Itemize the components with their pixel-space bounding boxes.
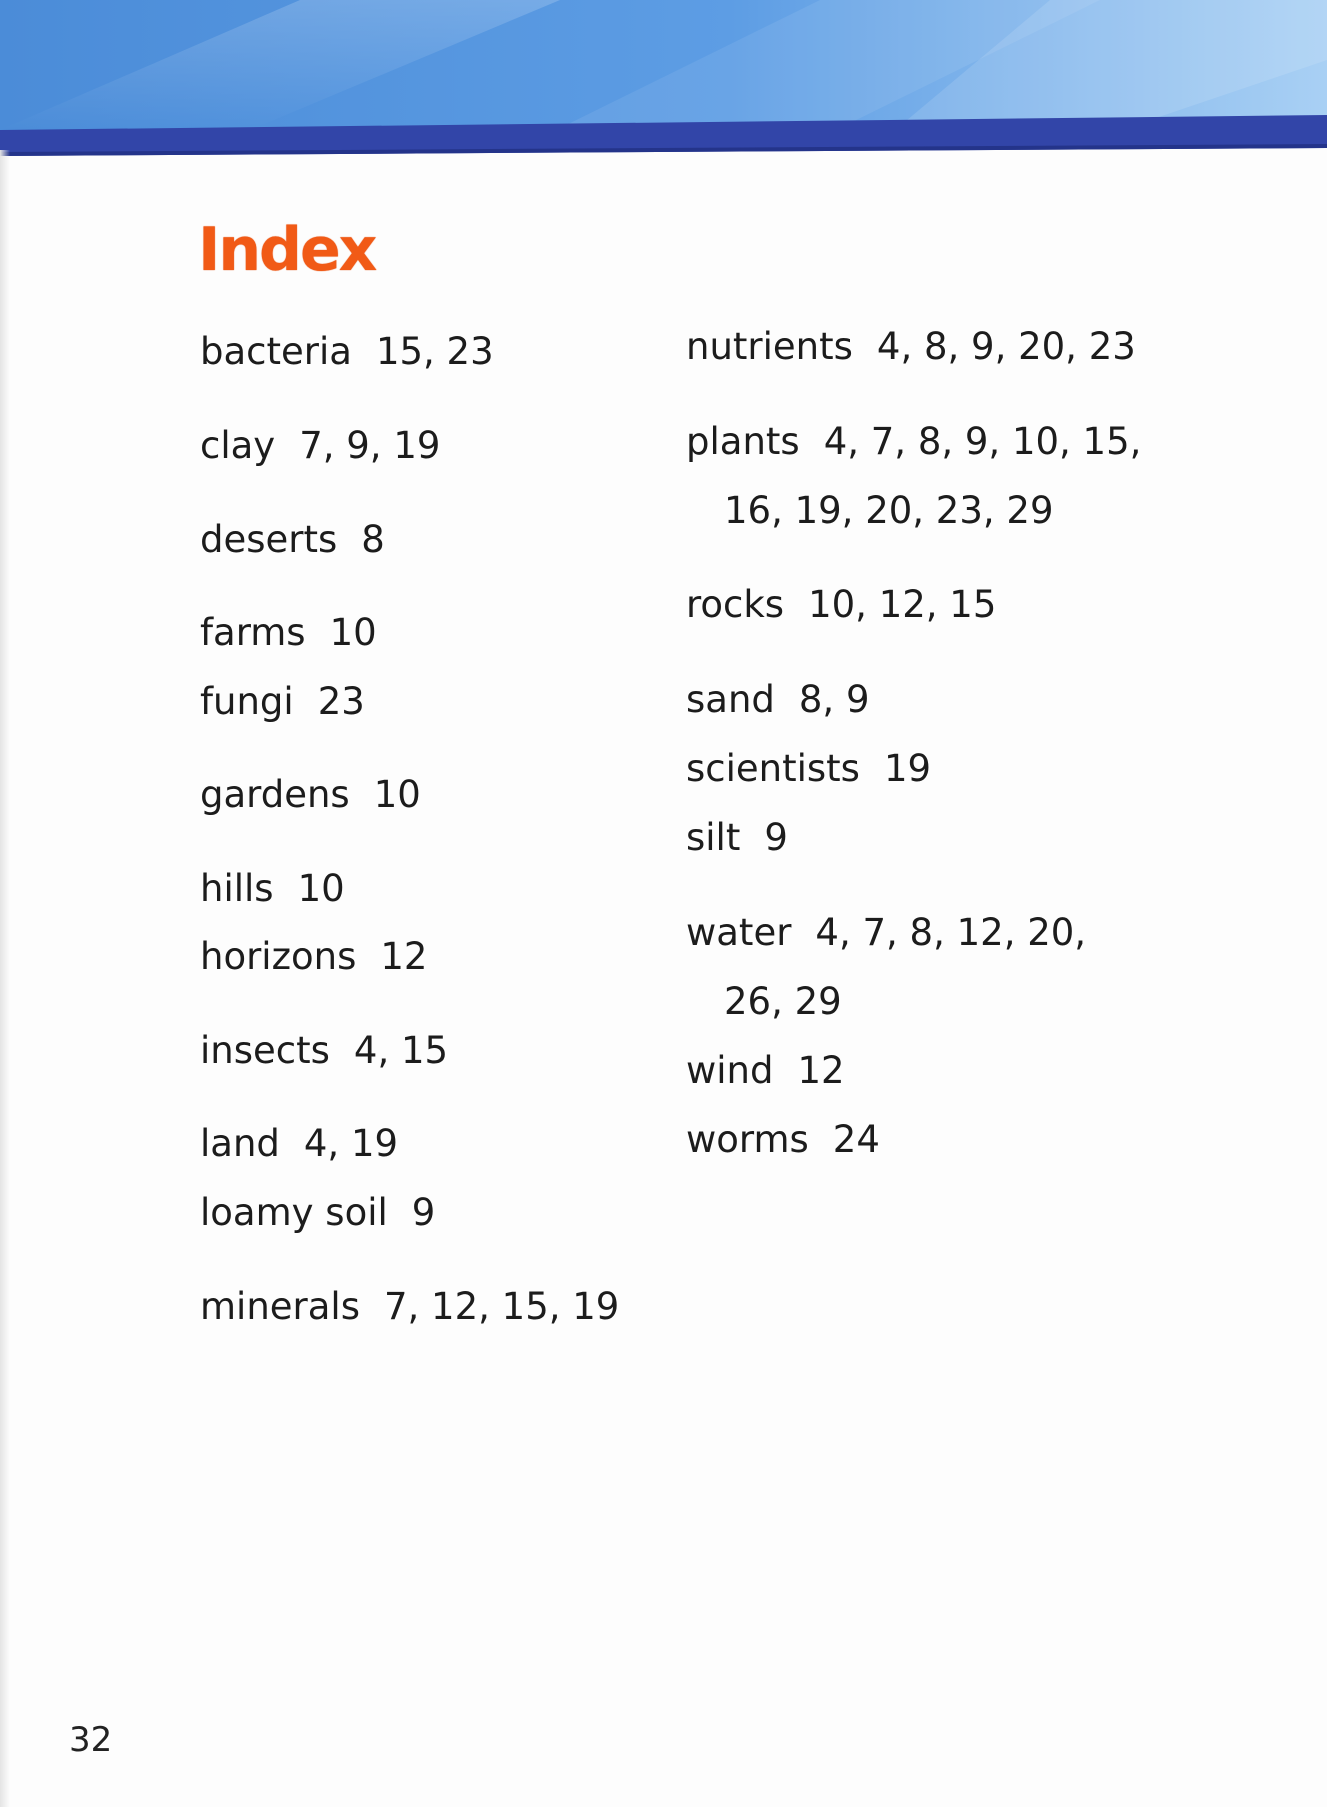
- index-pages-continuation: 16, 19, 20, 23, 29: [724, 489, 1054, 532]
- index-pages: 4, 7, 8, 12, 20,: [815, 911, 1087, 954]
- index-term: farms: [200, 611, 306, 654]
- index-entry: [686, 1036, 845, 1106]
- index-term: scientists: [686, 747, 860, 790]
- index-pages: 9: [411, 1191, 436, 1234]
- index-entry: [686, 570, 996, 640]
- index-entry: [200, 922, 427, 992]
- index-term: minerals: [200, 1285, 360, 1328]
- index-term: insects: [200, 1029, 330, 1072]
- index-entry: [200, 1109, 398, 1179]
- index-term: worms: [686, 1118, 809, 1161]
- index-pages: 12: [797, 1049, 845, 1092]
- index-pages: 9: [764, 816, 788, 859]
- index-term: loamy soil: [200, 1191, 388, 1234]
- index-term: horizons: [200, 935, 357, 978]
- index-pages: 10, 12, 15: [808, 583, 997, 626]
- index-term: deserts: [200, 518, 338, 561]
- index-pages: 8, 9: [798, 678, 870, 721]
- index-term: fungi: [200, 680, 294, 723]
- index-pages: 24: [832, 1118, 880, 1161]
- index-entry: [686, 803, 788, 873]
- index-entry: [200, 760, 421, 830]
- index-pages: 19: [883, 747, 932, 790]
- index-pages: 7, 9, 19: [299, 424, 441, 467]
- index-entry: [686, 1105, 880, 1175]
- index-entry: [686, 898, 1086, 968]
- index-pages: 15, 23: [375, 330, 494, 373]
- index-entry: [200, 317, 494, 387]
- index-term: water: [686, 911, 792, 954]
- index-term: plants: [686, 420, 800, 463]
- index-entry: [200, 411, 440, 481]
- index-pages-continuation: 26, 29: [724, 980, 842, 1023]
- page-number: 32: [69, 1720, 113, 1760]
- index-pages: 7, 12, 15, 19: [383, 1285, 620, 1328]
- index-pages: 10: [329, 611, 377, 654]
- index-term: sand: [686, 678, 775, 721]
- index-term: wind: [686, 1049, 774, 1092]
- index-term: bacteria: [200, 330, 352, 373]
- index-pages: 10: [297, 867, 345, 910]
- index-term: clay: [200, 424, 276, 467]
- index-entry: [200, 1178, 435, 1248]
- index-entry: [686, 312, 1136, 382]
- index-title: Index: [198, 215, 376, 285]
- index-pages: 4, 19: [303, 1122, 399, 1165]
- index-entry: [686, 407, 1141, 477]
- index-pages: 4, 7, 8, 9, 10, 15,: [823, 420, 1142, 463]
- index-pages: 4, 8, 9, 20, 23: [876, 325, 1136, 368]
- index-term: silt: [686, 816, 741, 859]
- index-entry: [200, 1272, 619, 1342]
- index-term: gardens: [200, 773, 350, 816]
- index-entry: [200, 854, 345, 924]
- index-pages: 12: [380, 935, 428, 978]
- header-banner: [0, 0, 1327, 158]
- index-pages: 4, 15: [353, 1029, 449, 1072]
- index-pages: 10: [373, 773, 421, 816]
- index-term: rocks: [686, 583, 785, 626]
- index-term: nutrients: [686, 325, 853, 368]
- index-entry: [686, 734, 931, 804]
- index-entry: [200, 1016, 448, 1086]
- index-term: land: [200, 1122, 280, 1165]
- index-entry: [200, 598, 377, 668]
- index-entry: [200, 667, 365, 737]
- index-pages: 23: [317, 680, 365, 723]
- page-edge-shadow: [0, 150, 10, 1807]
- index-pages: 8: [361, 518, 385, 561]
- index-entry: [686, 665, 870, 735]
- index-term: hills: [200, 867, 274, 910]
- index-entry: [200, 505, 385, 575]
